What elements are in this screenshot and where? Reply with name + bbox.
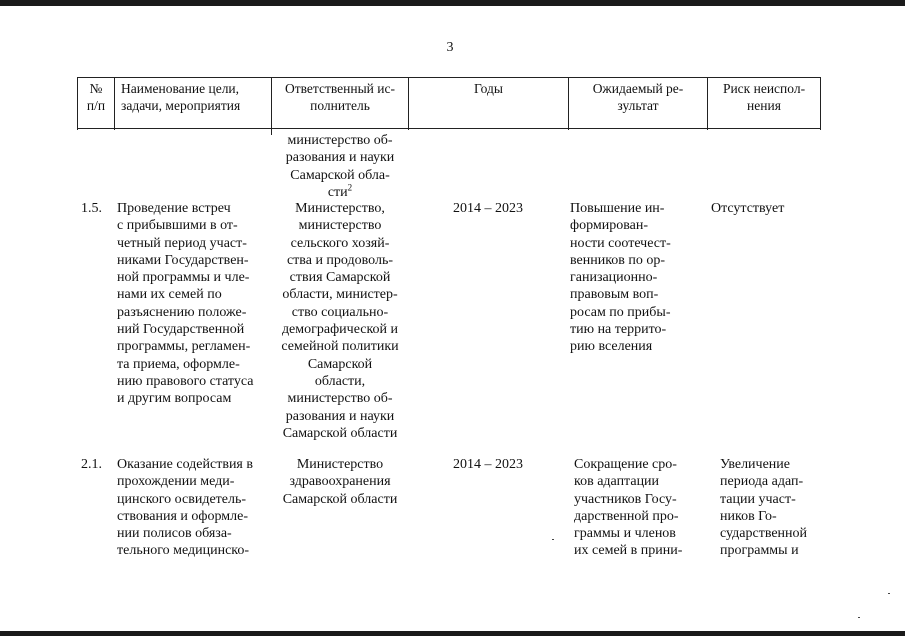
header-result: Ожидаемый ре- зультат	[568, 78, 707, 130]
row-1-5-years: 2014 – 2023	[453, 201, 523, 216]
row-1-5-result: Повышение ин- формирован- ности соотечест- венников по ор- ганизационно- правовым воп- росам по прибы- тию на террито- рию вселения	[570, 201, 671, 355]
row-2-1-result: Сокращение сро- ков адаптации участников Госу- дарственной про- граммы и членов их семей в прини-	[574, 457, 683, 559]
header-risk: Риск неиспол- нения	[707, 78, 821, 130]
row-2-1-risk: Увеличение периода адап- тации участ- ников Го- сударственной программы и	[720, 457, 808, 559]
header-years: Годы	[408, 78, 568, 130]
row-2-1-executor: Министерство здравоохранения Самарской области	[282, 457, 398, 507]
continuation-executor-text: министерство об- разования и науки Самарской обла- сти	[285, 133, 395, 200]
row-2-1-name: Оказание содействия в прохождении меди- цинского освидетель- ствования и оформле- нии полисов обяза- тельного медицинско-	[117, 457, 253, 559]
row-2-1-num: 2.1.	[81, 457, 102, 472]
table-header	[77, 77, 821, 129]
continuation-executor	[277, 132, 403, 201]
page-number: 3	[446, 40, 454, 55]
header-name: Наименование цели, задачи, мероприятия	[114, 78, 271, 130]
row-1-5-num: 1.5.	[81, 201, 102, 216]
footnote-marker: 2	[347, 182, 353, 193]
column-divider	[271, 129, 272, 135]
row-2-1-years: 2014 – 2023	[453, 457, 523, 472]
top-scan-border	[0, 0, 905, 6]
bottom-scan-border	[0, 631, 905, 636]
row-1-5-name: Проведение встреч с прибывшими в от- четный период участ- никами Государствен- ной программы и чле- нами их семей по разъяснению положе- ний Государственной программы, регламен- та приема, оформле- нию правового статуса и другим вопросам	[117, 201, 254, 407]
row-1-5-risk: Отсутствует	[711, 201, 785, 216]
header-num: № п/п	[77, 78, 114, 130]
header-executor: Ответственный ис- полнитель	[271, 78, 408, 130]
scan-speck	[858, 617, 860, 618]
scan-speck	[888, 593, 890, 594]
row-1-5-executor: Министерство, министерство сельского хозяй- ства и продоволь- ствия Самарской области, министер- ство социально- демографической и семейной политики Самарской области, министерство об- разования и науки Самарской области	[281, 201, 399, 441]
scan-speck	[552, 539, 554, 540]
